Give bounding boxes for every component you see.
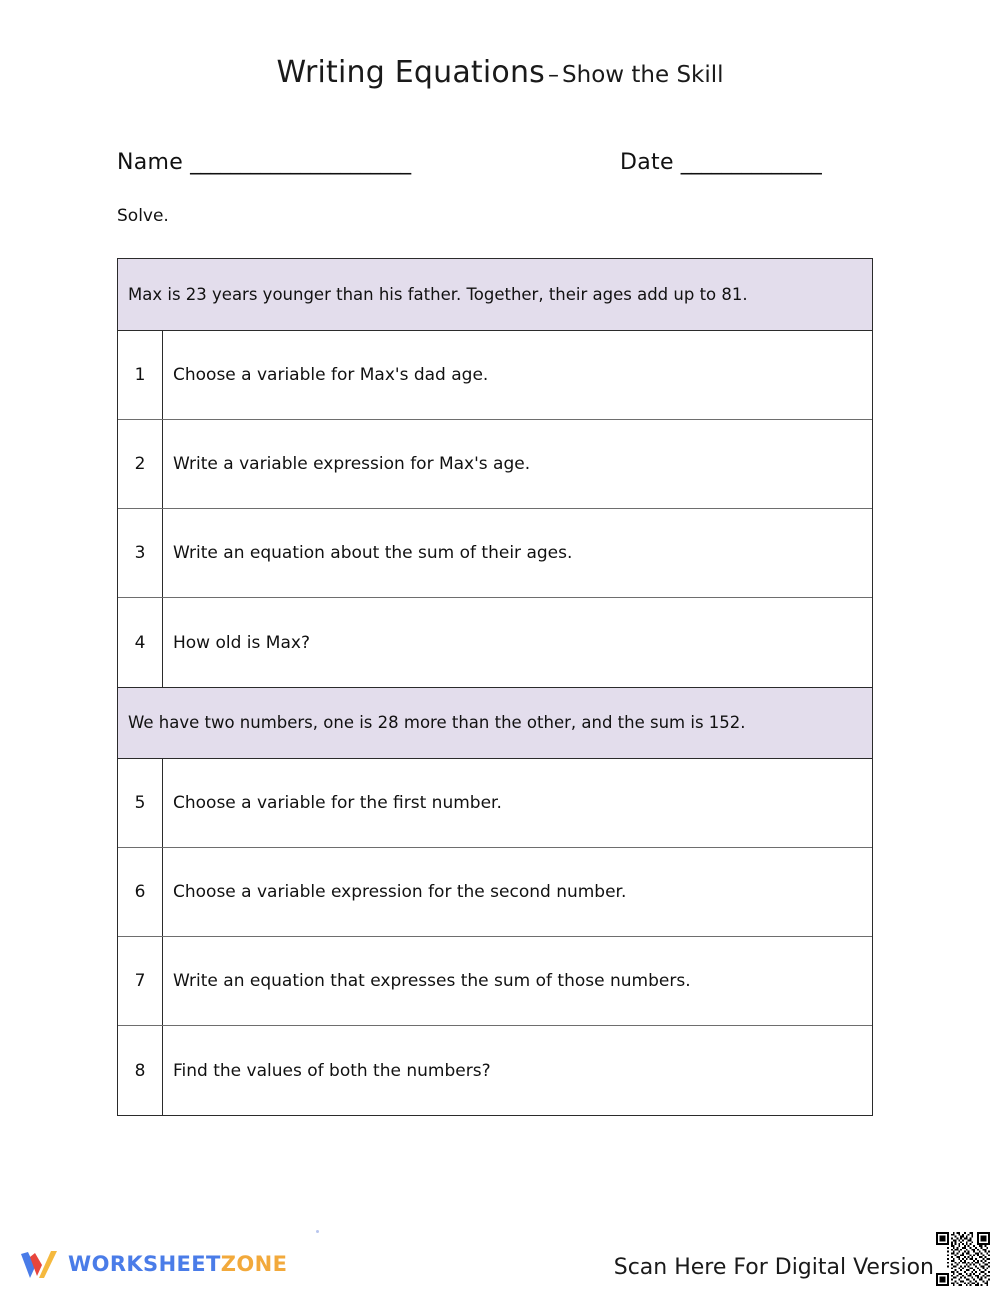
problem-prompt-row [118,259,872,331]
page-title-subtitle: Show the Skill [562,62,724,88]
name-field[interactable] [117,150,410,175]
table-row[interactable] [118,598,872,687]
qr-code[interactable] [934,1230,992,1288]
question-number: 6 [118,848,163,936]
logo-wordmark [68,1252,287,1276]
table-row[interactable] [118,420,872,509]
scan-prompt-text: Scan Here For Digital Version [613,1255,934,1280]
question-number: 3 [118,509,163,597]
table-row[interactable] [118,509,872,598]
question-number: 4 [118,598,163,687]
question-text: Find the values of both the numbers? [173,1060,491,1081]
date-field[interactable] [620,150,821,175]
name-date-row [117,150,887,186]
date-write-line[interactable]: ______________ [680,150,821,175]
name-write-line[interactable]: ______________________ [190,150,411,175]
question-text: How old is Max? [173,632,310,653]
problem-prompt-text: We have two numbers, one is 28 more than the other, and the sum is 152. [128,713,746,733]
instruction-text: Solve. [117,206,169,226]
question-number: 7 [118,937,163,1025]
page-title [0,55,1000,90]
question-number: 5 [118,759,163,847]
question-text: Write an equation that expresses the sum of those numbers. [173,971,691,991]
logo-word-worksheet: WORKSHEET [68,1252,221,1276]
page-title-main: Writing Equations [276,55,546,90]
worksheet-zone-w-mark [18,1245,60,1283]
name-label: Name [117,150,184,175]
question-text: Choose a variable for the first number. [173,793,502,813]
question-text: Write an equation about the sum of their ages. [173,543,573,563]
question-number: 1 [118,331,163,419]
page-title-separator: – [548,63,560,88]
problem-prompt-row [118,687,872,759]
table-row[interactable] [118,759,872,848]
worksheet-zone-logo[interactable] [18,1244,287,1284]
table-row[interactable] [118,848,872,937]
logo-word-zone: ZONE [220,1252,288,1276]
question-text: Choose a variable for Max's dad age. [173,365,489,385]
question-number: 8 [118,1026,163,1115]
table-row[interactable] [118,331,872,420]
footer [0,1224,1000,1294]
question-number: 2 [118,420,163,508]
problem-prompt-text: Max is 23 years younger than his father. Together, their ages add up to 81. [128,284,748,304]
question-text: Choose a variable expression for the second number. [173,882,627,902]
date-label: Date [620,150,674,175]
question-text: Write a variable expression for Max's age. [173,454,531,474]
qr-code-icon [936,1232,990,1286]
table-row[interactable] [118,1026,872,1115]
worksheet-table [117,258,873,1116]
table-row[interactable] [118,937,872,1026]
